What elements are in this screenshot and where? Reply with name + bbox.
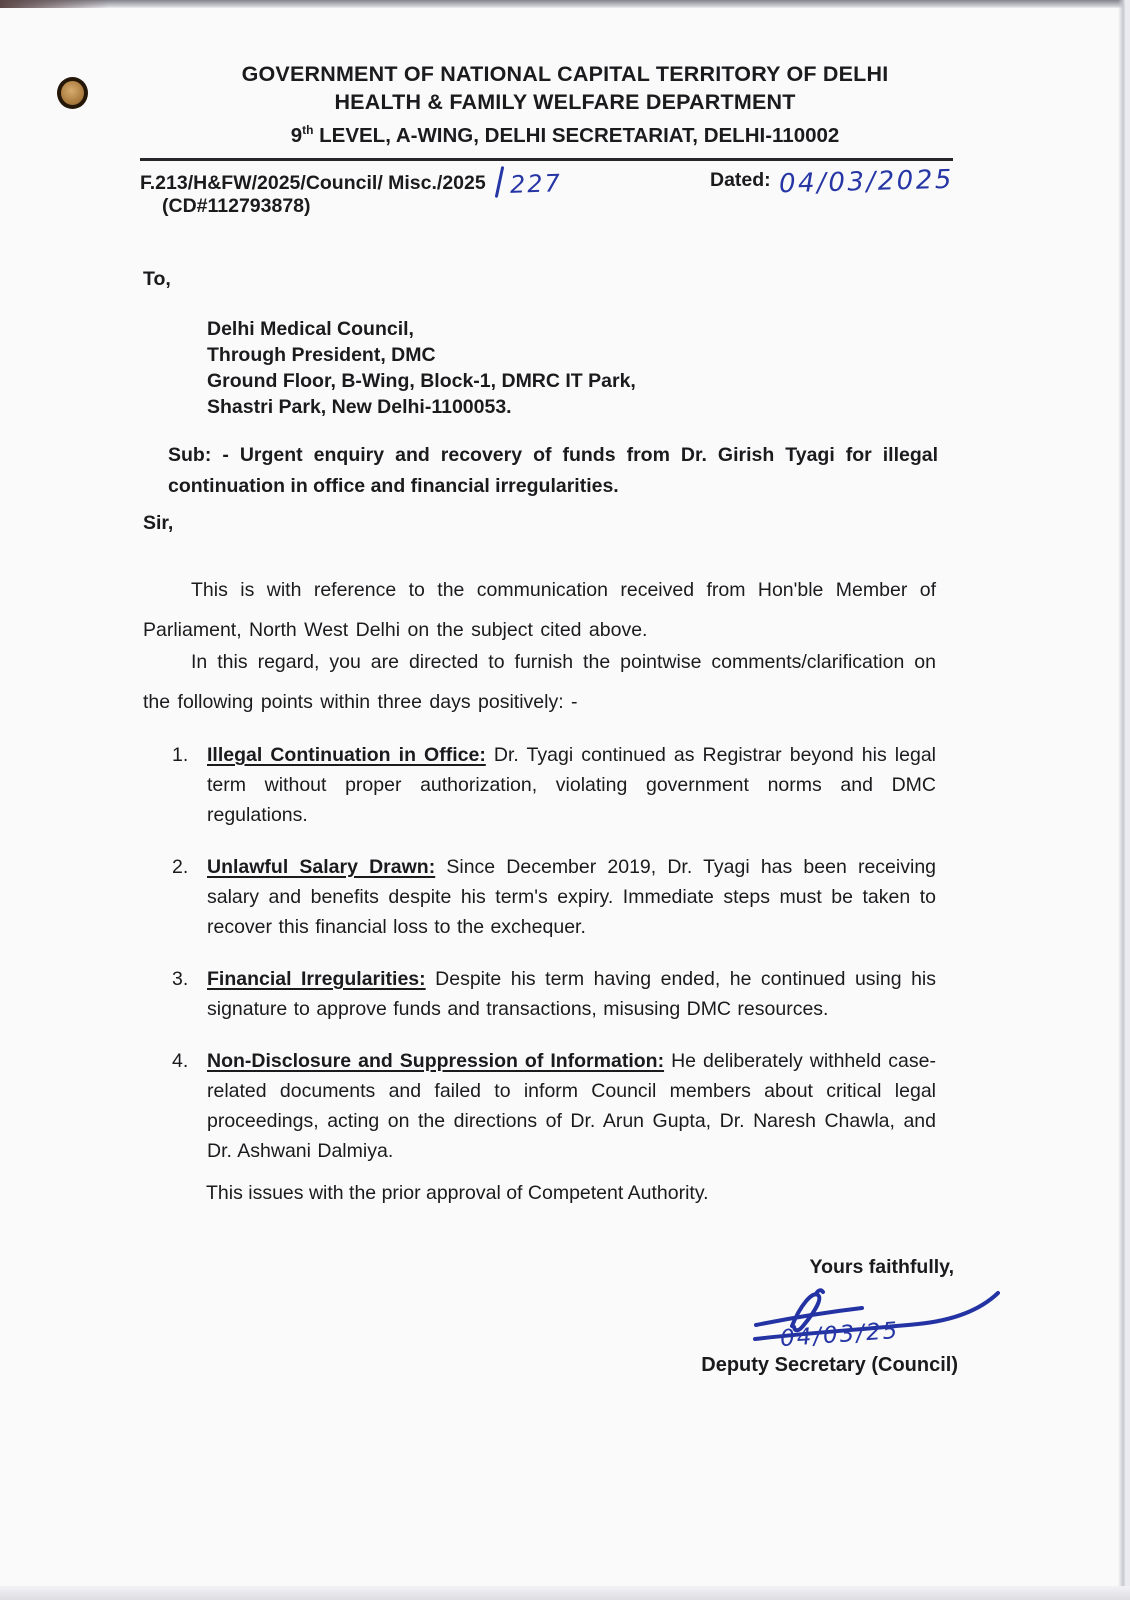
recipient-address-line: Through President, DMC: [207, 344, 436, 366]
list-item-number: 2.: [172, 856, 189, 878]
body-paragraph-2: In this regard, you are directed to furnish the pointwise comments/clarification on the following points within three days positively: -: [143, 650, 936, 713]
letterhead-department-line: HEALTH & FAMILY WELFARE DEPARTMENT: [334, 90, 796, 114]
letterhead-address-rest: LEVEL, A-WING, DELHI SECRETARIAT, DELHI-110002: [319, 123, 840, 147]
recipient-address-line: Shastri Park, New Delhi-1100053.: [207, 396, 512, 418]
handwritten-date: 04/03/2025: [778, 164, 954, 200]
recipient-address-line: Delhi Medical Council,: [207, 318, 414, 340]
subject-text: Urgent enquiry and recovery of funds from Dr. Girish Tyagi for illegal continuation in office and financial irregularities.: [168, 444, 939, 497]
list-item-title: Illegal Continuation in Office:: [207, 744, 486, 766]
recipient-address: [207, 316, 636, 420]
numbered-points-list: [172, 740, 936, 1188]
handwritten-signature-date: 04/03/25: [779, 1317, 901, 1353]
list-item-title: Non-Disclosure and Suppression of Information:: [207, 1050, 665, 1072]
list-item-text: [207, 740, 936, 830]
recipient-address-line: Ground Floor, B-Wing, Block-1, DMRC IT Park,: [207, 370, 636, 392]
handwritten-slash-mark: [494, 166, 504, 198]
recipient-salutation: To,: [143, 268, 171, 290]
list-item-title: Unlawful Salary Drawn:: [207, 856, 436, 878]
closing-paragraph: This issues with the prior approval of Competent Authority.: [206, 1182, 709, 1204]
list-item-number: 3.: [172, 968, 189, 990]
list-item-title: Financial Irregularities:: [207, 968, 426, 990]
letterhead-ordinal-suffix: th: [302, 123, 314, 137]
letterhead-address-line: [0, 116, 1130, 150]
scan-edge-top: [0, 0, 1130, 8]
list-item-text: [207, 852, 936, 942]
letterhead-divider-rule: [140, 158, 953, 161]
cd-number: (CD#112793878): [162, 195, 311, 217]
list-item-text: [207, 1046, 936, 1166]
file-number: F.213/H&FW/2025/Council/ Misc./2025: [140, 172, 486, 194]
list-item: [172, 740, 936, 830]
valediction: Yours faithfully,: [809, 1256, 954, 1278]
list-item-body: He deliberately withheld case-related documents and failed to inform Council members about critical legal proceedings, acting on the directions of Dr. Arun Gupta, Dr. Naresh Chawla, and Dr. Ashwani Dalmiya.: [207, 1050, 936, 1162]
list-item-body: Despite his term having ended, he continued using his signature to approve funds and transactions, misusing DMC resources.: [207, 968, 936, 1020]
list-item-text: [207, 964, 936, 1024]
body-paragraph-1: This is with reference to the communication received from Hon'ble Member of Parliament, North West Delhi on the subject cited above.: [143, 578, 936, 641]
list-item-body: Dr. Tyagi continued as Registrar beyond his legal term without proper authorization, violating government norms and DMC regulations.: [207, 744, 936, 826]
list-item: [172, 964, 936, 1024]
subject-line: [168, 440, 938, 502]
dated-group: [710, 164, 954, 200]
list-item: [172, 1046, 936, 1166]
letterhead-government-line: GOVERNMENT OF NATIONAL CAPITAL TERRITORY OF DELHI: [241, 62, 889, 86]
reference-row: [140, 166, 953, 198]
handwritten-dispatch-number: 227: [509, 169, 563, 199]
letterhead: [0, 60, 1130, 150]
letter-salutation: Sir,: [143, 512, 174, 534]
signatory-designation: Deputy Secretary (Council): [701, 1354, 958, 1376]
list-item-body: Since December 2019, Dr. Tyagi has been receiving salary and benefits despite his term's expiry. Immediate steps must be taken to recover this financial loss to the exchequer.: [207, 856, 937, 938]
scan-edge-bottom: [0, 1586, 1130, 1600]
dated-label: Dated:: [710, 169, 771, 191]
list-item-number: 4.: [172, 1050, 189, 1072]
subject-label: Sub: -: [168, 444, 229, 466]
list-item-number: 1.: [172, 744, 189, 766]
list-item: [172, 852, 936, 942]
letterhead-level-number: 9: [290, 123, 303, 147]
scan-edge-right: [1118, 0, 1130, 1600]
